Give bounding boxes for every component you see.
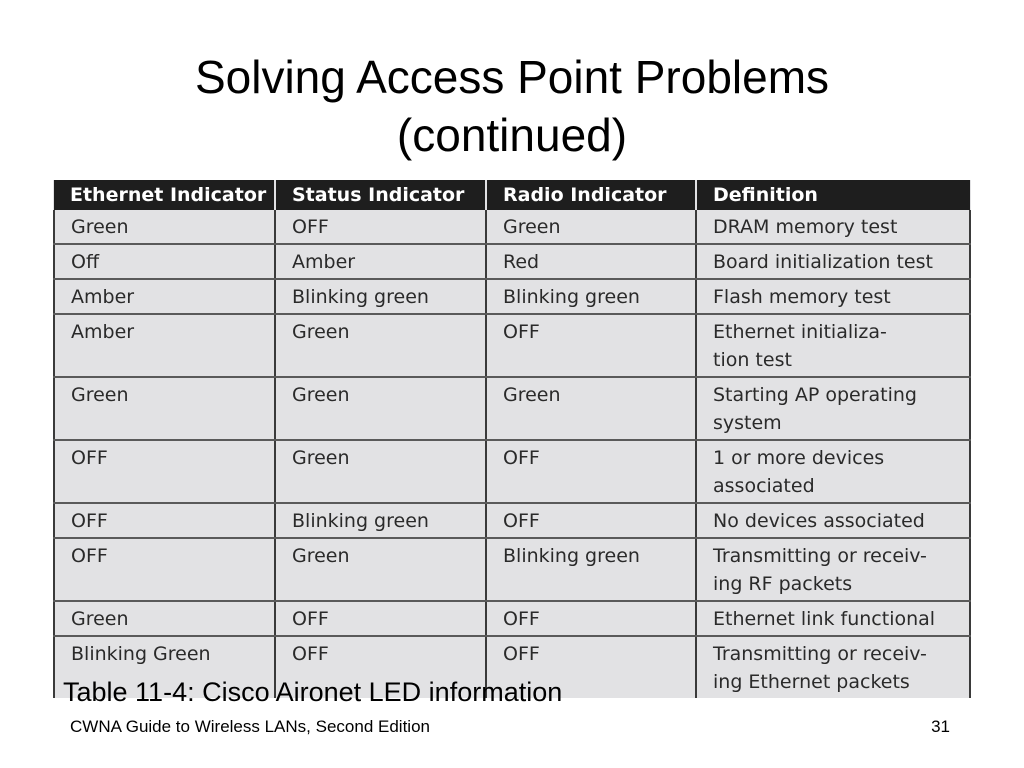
table-row bbox=[54, 503, 970, 538]
table-row bbox=[54, 538, 970, 601]
table-row bbox=[54, 601, 970, 636]
footer-book-title: CWNA Guide to Wireless LANs, Second Edition bbox=[70, 717, 430, 736]
header-definition: Definition bbox=[696, 180, 970, 210]
cell-radio-indicator: Blinking green bbox=[486, 538, 696, 601]
slide-title-line-2: (continued) bbox=[396, 109, 628, 161]
table-header bbox=[54, 180, 970, 210]
cell-ethernet-indicator: OFF bbox=[54, 440, 275, 503]
cell-radio-indicator: OFF bbox=[486, 440, 696, 503]
cell-definition: No devices associated bbox=[696, 503, 970, 538]
cell-radio-indicator: OFF bbox=[486, 601, 696, 636]
footer-page-number: 31 bbox=[931, 717, 950, 736]
table-row bbox=[54, 244, 970, 279]
cell-status-indicator: Green bbox=[275, 377, 486, 440]
cell-status-indicator: OFF bbox=[275, 210, 486, 244]
cell-status-indicator: Green bbox=[275, 538, 486, 601]
cell-ethernet-indicator: Amber bbox=[54, 279, 275, 314]
cell-definition: Transmitting or receiv- ing RF packets bbox=[696, 538, 970, 601]
slide-title-line-1: Solving Access Point Problems bbox=[194, 51, 830, 103]
table-row bbox=[54, 279, 970, 314]
table-header-row bbox=[54, 180, 970, 210]
table-row bbox=[54, 314, 970, 377]
cell-radio-indicator: Red bbox=[486, 244, 696, 279]
cell-status-indicator: Amber bbox=[275, 244, 486, 279]
cell-definition: Ethernet link functional bbox=[696, 601, 970, 636]
cell-ethernet-indicator: OFF bbox=[54, 503, 275, 538]
cell-status-indicator: Blinking green bbox=[275, 503, 486, 538]
table-row bbox=[54, 210, 970, 244]
cell-definition: Flash memory test bbox=[696, 279, 970, 314]
table-body bbox=[54, 210, 970, 698]
header-radio-indicator: Radio Indicator bbox=[486, 180, 696, 210]
cell-definition: 1 or more devices associated bbox=[696, 440, 970, 503]
cell-status-indicator: OFF bbox=[275, 601, 486, 636]
cell-ethernet-indicator: OFF bbox=[54, 538, 275, 601]
cell-radio-indicator: Green bbox=[486, 377, 696, 440]
cell-ethernet-indicator: Off bbox=[54, 244, 275, 279]
cell-definition: DRAM memory test bbox=[696, 210, 970, 244]
cell-status-indicator: Green bbox=[275, 314, 486, 377]
cell-definition: Board initialization test bbox=[696, 244, 970, 279]
cell-status-indicator: OFF bbox=[275, 636, 486, 698]
cell-definition: Starting AP operating system bbox=[696, 377, 970, 440]
cell-ethernet-indicator: Blinking Green bbox=[54, 636, 275, 698]
cell-radio-indicator: OFF bbox=[486, 636, 696, 698]
cell-ethernet-indicator: Amber bbox=[54, 314, 275, 377]
cell-ethernet-indicator: Green bbox=[54, 377, 275, 440]
cell-ethernet-indicator: Green bbox=[54, 210, 275, 244]
cell-radio-indicator: Green bbox=[486, 210, 696, 244]
cell-radio-indicator: Blinking green bbox=[486, 279, 696, 314]
cell-status-indicator: Blinking green bbox=[275, 279, 486, 314]
cell-ethernet-indicator: Green bbox=[54, 601, 275, 636]
cell-radio-indicator: OFF bbox=[486, 314, 696, 377]
cell-radio-indicator: OFF bbox=[486, 503, 696, 538]
cell-definition: Transmitting or receiv- ing Ethernet packets bbox=[696, 636, 970, 698]
cell-status-indicator: Green bbox=[275, 440, 486, 503]
header-ethernet-indicator: Ethernet Indicator bbox=[54, 180, 275, 210]
cell-definition: Ethernet initializa- tion test bbox=[696, 314, 970, 377]
header-status-indicator: Status Indicator bbox=[275, 180, 486, 210]
led-indicator-table bbox=[53, 180, 971, 698]
table-caption: Table 11-4: Cisco Aironet LED information bbox=[63, 677, 563, 707]
slide-title bbox=[0, 48, 1024, 164]
table-row bbox=[54, 440, 970, 503]
table-row bbox=[54, 377, 970, 440]
